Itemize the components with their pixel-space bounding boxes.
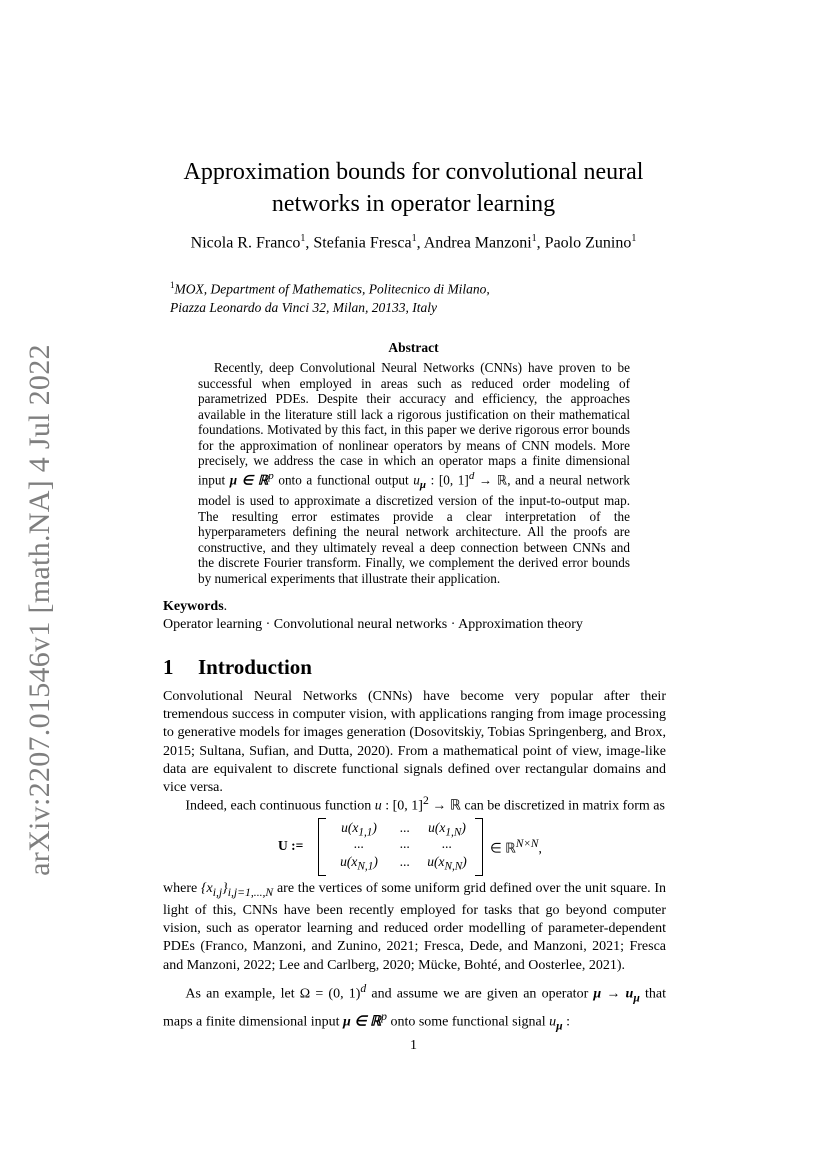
matrix-cell: ... — [399, 836, 411, 851]
math-sub: μ — [556, 1019, 563, 1033]
abstract-text: , and a neural network model is used to approximate a discretized version of the input-to-output map. The resulting error estimates provide a clear interpretation of the hyperparameters defining the neural network architecture. All the proofs are constructive, and they ultimately reveal a deep connection between CNNs and the discrete Fourier transform. Finally, we complement the derived error bounds by numerical experiments that illustrate their application. — [198, 471, 631, 586]
author-list — [120, 233, 707, 252]
affiliation-line: Piazza Leonardo da Vinci 32, Milan, 20133, Italy — [170, 299, 437, 315]
matrix-cell: $u(x_{N,N})$ — [427, 854, 467, 873]
abstract-text: onto a functional output — [273, 471, 414, 487]
abstract-heading: Abstract — [388, 340, 439, 355]
author-separator: , — [305, 234, 314, 252]
abstract-body — [198, 360, 630, 586]
affiliation-mark: 1 — [300, 233, 306, 244]
math-sup: d — [468, 469, 475, 482]
math-inline: } — [222, 881, 228, 896]
body-text: : — [562, 1014, 570, 1030]
affiliation-mark: 1 — [631, 233, 637, 244]
section-heading — [163, 655, 312, 680]
math-inline: {x — [200, 881, 213, 896]
matrix-cell: $u(x_{N,1})$ — [340, 854, 378, 873]
body-text: can be discretized in matrix form as — [460, 798, 665, 814]
keywords-heading: Keywords — [163, 599, 224, 614]
section-number: 1 — [163, 655, 174, 679]
matrix-cell: ... — [441, 836, 453, 851]
math-inline: → ℝ — [428, 798, 461, 814]
author-name: Nicola R. Franco — [190, 234, 301, 252]
math-inline: : [0, 1] — [426, 471, 469, 487]
math-inline: μ → u — [593, 986, 634, 1002]
math-sub: i,j=1,...,N — [227, 885, 274, 899]
body-text: that maps a finite dimensional input — [163, 986, 666, 1030]
math-sub: i,j — [212, 885, 223, 899]
matrix-cell: ... — [399, 854, 411, 869]
matrix-cell: ... — [353, 836, 365, 851]
author-separator: , — [536, 234, 545, 252]
arxiv-stamp-text: arXiv:2207.01546v1 [math.NA] 4 Jul 2022 — [23, 344, 56, 876]
abstract-text: Recently, deep Convolutional Neural Networks (CNNs) have proven to be successful when employed in areas such as reduced order modeling of parametrized PDEs. Despite their accuracy and efficiency, the approaches available in the literature still lack a rigorous justification on their mathematical foundations. Motivated by this fact, in this paper we derive rigorous error bounds for the approximation of nonlinear operators by means of CNN models. More precisely, we address the case in which an operator maps a finite dimensional input — [198, 360, 630, 487]
right-bracket — [475, 818, 483, 876]
body-text: onto some functional signal — [386, 1014, 550, 1030]
matrix-cell: $u(x_{1,1})$ — [341, 820, 377, 839]
math-sub: μ — [633, 991, 640, 1005]
author-name: Andrea Manzoni — [423, 234, 532, 252]
math-inline: μ ∈ ℝ — [229, 471, 269, 487]
equation-lhs-text: U := — [278, 838, 304, 853]
math-inline: u — [374, 798, 382, 814]
arxiv-stamp — [8, 344, 72, 876]
math-inline: u — [413, 471, 420, 487]
affiliation-mark: 1 — [411, 233, 417, 244]
math-sub: μ — [419, 478, 427, 491]
math-inline: u — [549, 1014, 557, 1030]
affiliation-line: MOX, Department of Mathematics, Politecnico di Milano, — [174, 281, 490, 297]
body-text: and assume we are given an operator — [366, 986, 594, 1002]
math-sup: 2 — [422, 794, 429, 807]
body-text: As an example, let — [185, 986, 300, 1002]
body-text: where — [163, 881, 201, 896]
author-name: Paolo Zunino — [544, 234, 632, 252]
matrix-equation — [278, 818, 558, 874]
affiliation-mark: 1 — [170, 280, 175, 290]
section-title: Introduction — [198, 655, 312, 679]
keywords-dot: . — [223, 599, 228, 614]
math-sup: p — [381, 1009, 387, 1023]
intro-paragraph — [163, 980, 666, 1035]
matrix-cell: ... — [399, 820, 411, 835]
math-sup: p — [268, 469, 274, 482]
math-inline: μ ∈ ℝ — [343, 1014, 382, 1030]
page-number: 1 — [410, 1038, 417, 1053]
intro-paragraph: Convolutional Neural Networks (CNNs) have become very popular after their tremendous success in computer vision, with applications ranging from image processing to generative models for images generation (Dosovitskiy, Tobias Springenberg, and Brox, 2015; Sultana, Sufian, and Dutta, 2020). From a mathematical point of view, image-like data are equivalent to discrete functional signals defined over rectangular domains and vice versa. — [163, 689, 666, 796]
math-inline: : [0, 1] — [381, 798, 423, 814]
equation-rhs: ∈ ℝ$^{N\times N}$, — [490, 838, 542, 856]
math-inline: → ℝ — [474, 471, 508, 487]
math-sup: d — [360, 982, 367, 995]
left-bracket — [318, 818, 326, 876]
intro-paragraph — [163, 792, 666, 816]
body-text: are the vertices of some uniform grid defined over the unit square. In light of this, CNNs have been recently employed for tasks that go beyond computer vision, such as operator learning and reduced order modelling of parameter-dependent PDEs (Franco, Manzoni, and Zunino, 2021; Fresca, Dede, and Manzoni, 2021; Fresca and Manzoni, 2022; Lee and Carlberg, 2020; Mücke, Bohté, and Oosterlee, 2021). — [163, 881, 666, 973]
author-separator: , — [416, 234, 424, 252]
intro-paragraph — [163, 880, 666, 975]
affiliation — [170, 276, 650, 317]
keywords-list: Operator learning · Convolutional neural networks · Approximation theory — [163, 617, 583, 632]
affiliation-mark: 1 — [531, 233, 537, 244]
author-name: Stefania Fresca — [313, 234, 412, 252]
math-inline: Ω = (0, 1) — [299, 986, 361, 1002]
matrix-cell: $u(x_{1,N})$ — [428, 820, 466, 839]
keywords-block — [163, 598, 673, 634]
body-text: Indeed, each continuous function — [185, 798, 375, 814]
paper-title: Approximation bounds for convolutional neural networks in operator learning — [183, 159, 644, 217]
equation-lhs — [278, 838, 303, 854]
